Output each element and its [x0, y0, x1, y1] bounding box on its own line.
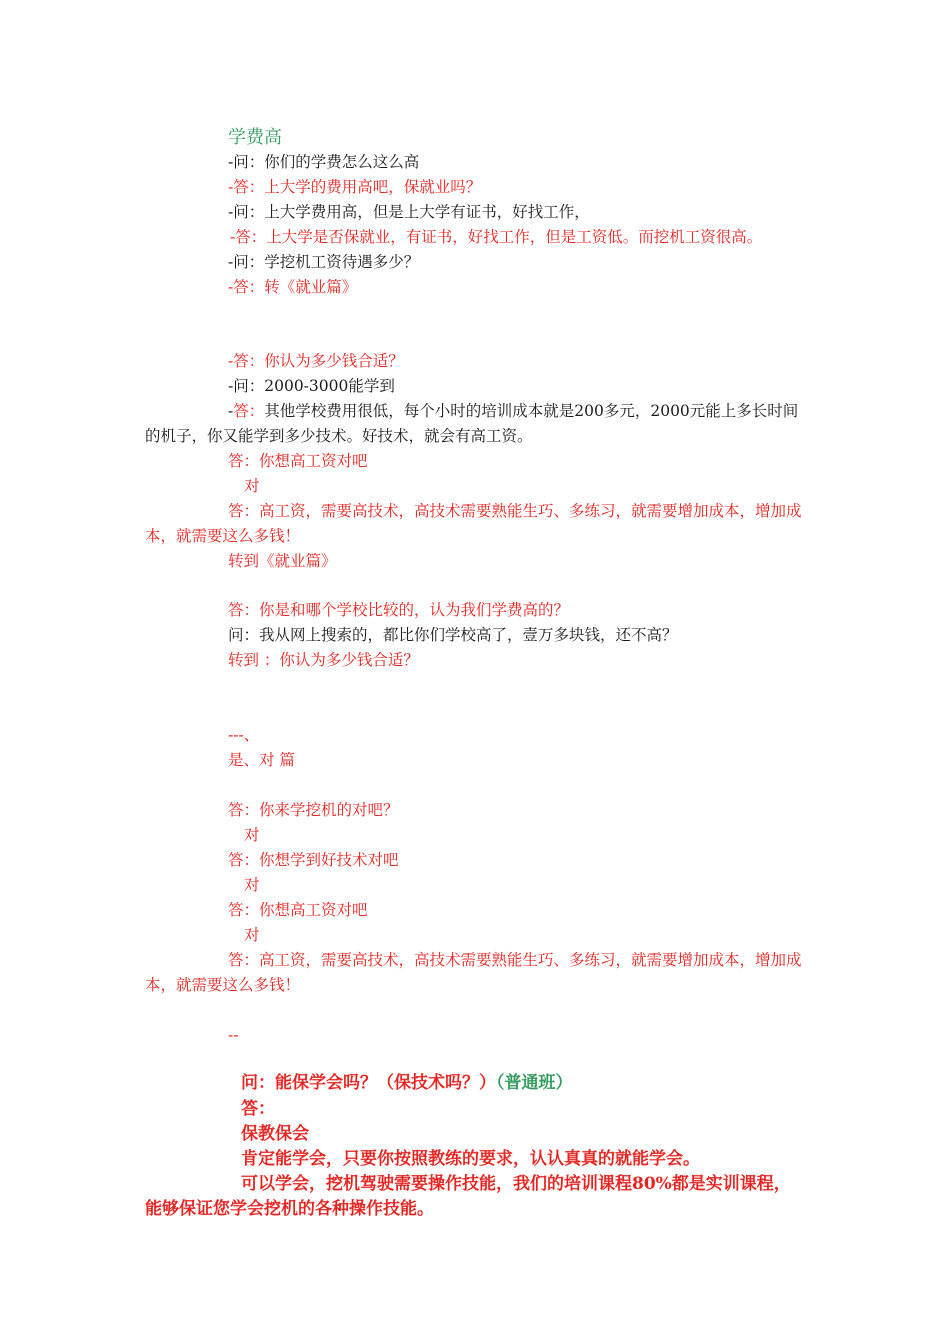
- answer-line: -答：你认为多少钱合适？: [228, 352, 404, 370]
- answer-line: 答：你想学到好技术对吧: [228, 851, 399, 869]
- answer-label: 答：: [241, 1099, 275, 1119]
- redirect-line: 转到《就业篇》: [228, 552, 337, 570]
- answer-line: 答：高工资，需要高技术，高技术需要熟能生巧、多练习，就需要增加成本，增加成: [228, 951, 802, 969]
- reply-line: 对: [244, 876, 260, 894]
- section-title: 是、对 篇: [228, 751, 295, 769]
- answer-line: 肯定能学会，只要你按照教练的要求，认认真真的就能学会。: [241, 1149, 700, 1169]
- question-heading: [241, 1073, 573, 1093]
- reply-line: 对: [244, 477, 260, 495]
- answer-continuation: 的机子，你又能学到多少技术。好技术，就会有高工资。: [145, 427, 533, 445]
- section-divider: --: [228, 1026, 239, 1044]
- answer-line: 保教保会: [241, 1124, 309, 1144]
- question-line: -问：2000-3000能学到: [228, 377, 395, 395]
- class-tag: （普通班）: [496, 1073, 573, 1093]
- reply-line: 对: [244, 826, 260, 844]
- reply-line: 对: [244, 926, 260, 944]
- answer-line: -答：转《就业篇》: [228, 278, 358, 296]
- question-line: -问：学挖机工资待遇多少？: [228, 253, 420, 271]
- answer-continuation: 能够保证您学会挖机的各种操作技能。: [145, 1199, 434, 1219]
- section-heading-tuition: 学费高: [228, 127, 282, 148]
- answer-continuation: 本，就需要这么多钱！: [145, 976, 301, 994]
- question-text: 问：能保学会吗？（保技术吗？）: [241, 1073, 496, 1093]
- answer-line: 答：高工资，需要高技术，高技术需要熟能生巧、多练习，就需要增加成本，增加成: [228, 502, 802, 520]
- answer-line-mixed: [228, 401, 798, 421]
- question-line: 问：我从网上搜索的，都比你们学校高了，壹万多块钱，还不高？: [228, 626, 678, 644]
- question-line: -问：上大学费用高，但是上大学有证书，好找工作，: [228, 203, 590, 221]
- redirect-line: 转到 ：你认为多少钱合适？: [228, 651, 419, 669]
- answer-line: 答：你想高工资对吧: [228, 901, 368, 919]
- answer-continuation: 本，就需要这么多钱！: [145, 527, 301, 545]
- answer-line: -答：上大学是否保就业，有证书，好找工作，但是工资低。而挖机工资很高。: [230, 228, 763, 246]
- answer-label: 答：: [233, 402, 265, 420]
- answer-line: 答：你是和哪个学校比较的，认为我们学费高的？: [228, 601, 570, 619]
- answer-line: 答：你来学挖机的对吧？: [228, 801, 399, 819]
- answer-line: 答：你想高工资对吧: [228, 452, 368, 470]
- question-line: -问：你们的学费怎么这么高: [228, 153, 420, 171]
- dash-prefix: -: [228, 402, 234, 420]
- answer-text: 其他学校费用很低，每个小时的培训成本就是200多元，2000元能上多长时间: [264, 402, 799, 420]
- answer-line: 可以学会，挖机驾驶需要操作技能，我们的培训课程80%都是实训课程，: [241, 1174, 791, 1194]
- answer-line: -答：上大学的费用高吧，保就业吗？: [228, 178, 482, 196]
- section-divider: ---、: [228, 726, 260, 744]
